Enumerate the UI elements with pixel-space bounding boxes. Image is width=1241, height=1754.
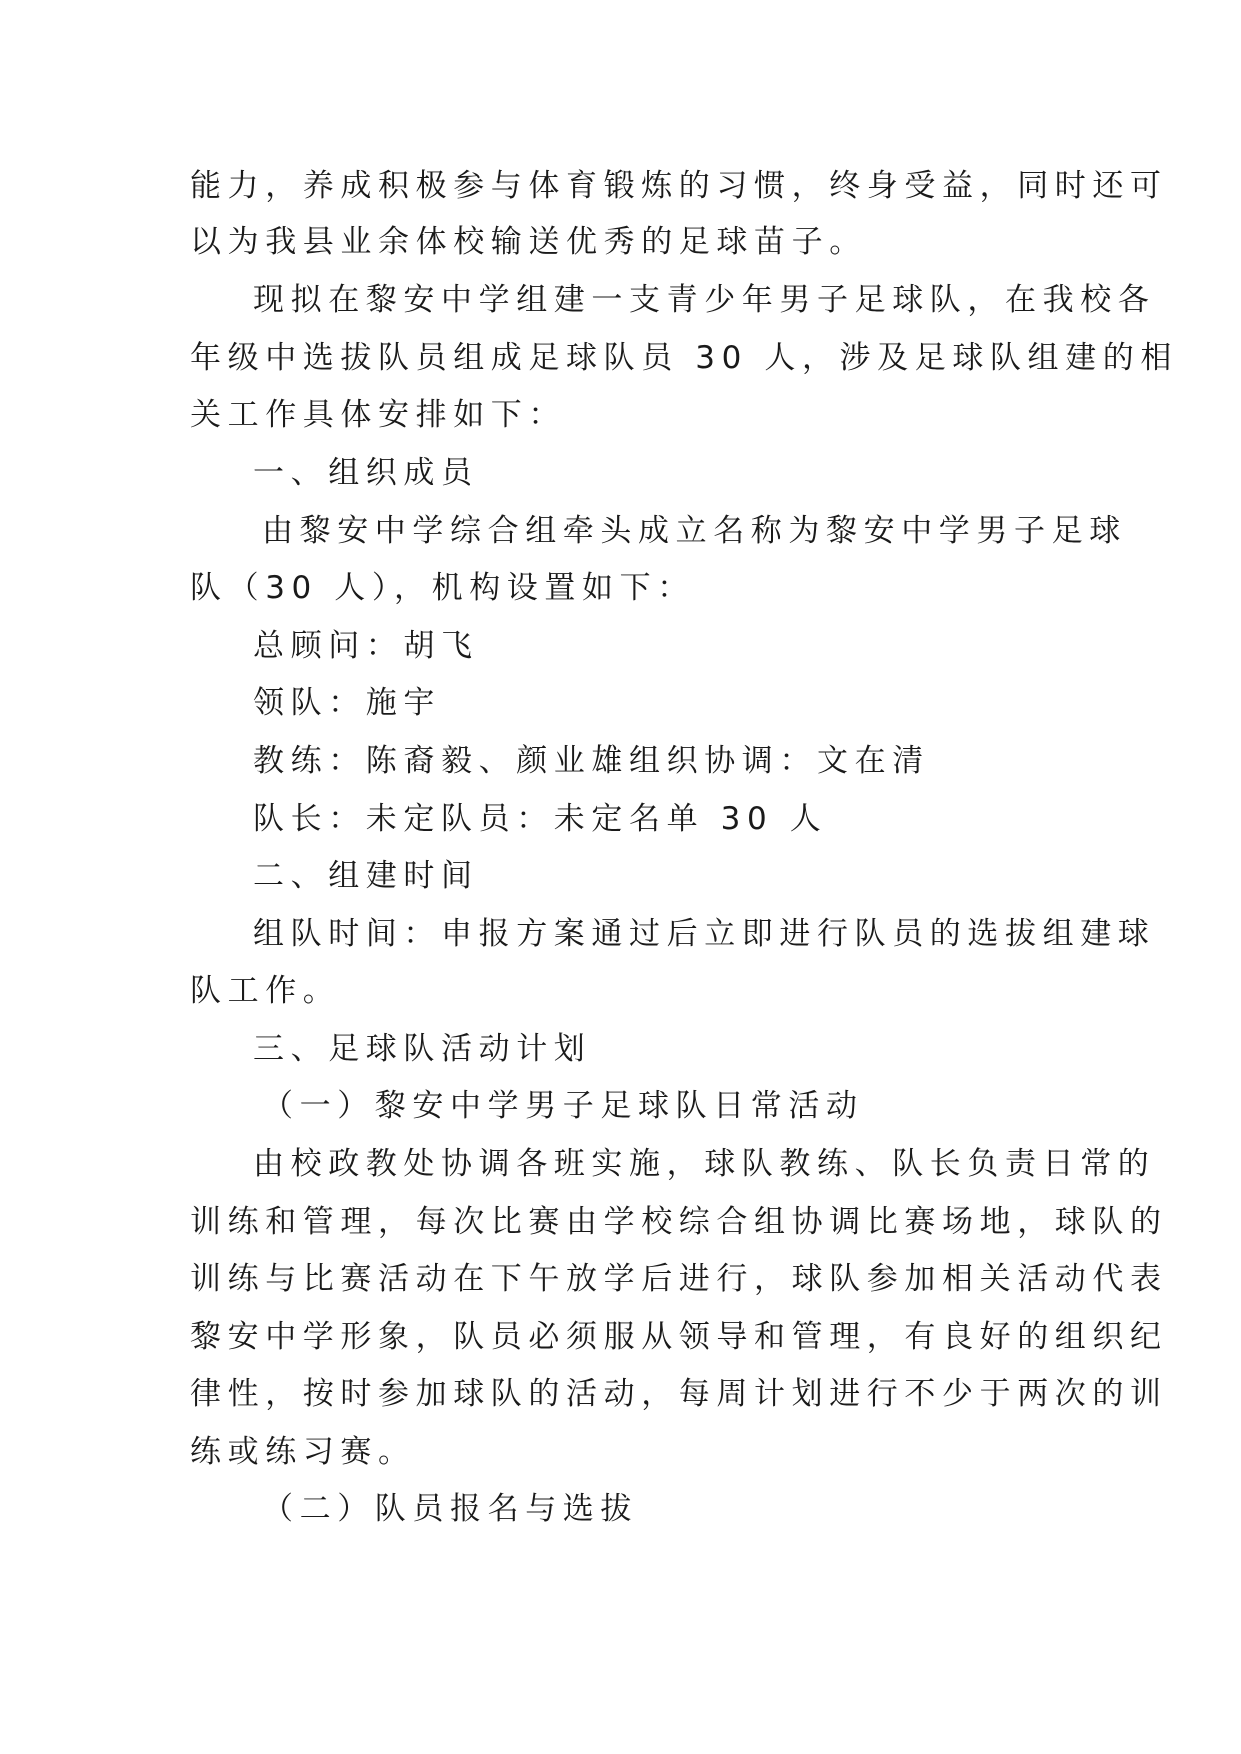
paragraph-line: 由校政教处协调各班实施，球队教练、队长负责日常的 [253, 1146, 1156, 1182]
paragraph-line: 队（30 人），机构设置如下： [190, 570, 695, 606]
role-line-leader: 领队：施宇 [253, 685, 441, 721]
paragraph-line: 训练和管理，每次比赛由学校综合组协调比赛场地，球队的 [190, 1204, 1168, 1240]
paragraph-line: 训练与比赛活动在下午放学后进行，球队参加相关活动代表 [190, 1261, 1168, 1297]
role-line-captain: 队长：未定队员：未定名单 30 人 [253, 801, 828, 837]
paragraph-line: 队工作。 [190, 973, 341, 1009]
paragraph-line: 由黎安中学综合组牵头成立名称为黎安中学男子足球 [262, 513, 1127, 549]
role-line-coach: 教练：陈裔毅、颜业雄组织协调：文在清 [253, 743, 930, 779]
paragraph-line: 年级中选拔队员组成足球队员 30 人，涉及足球队组建的相 [190, 340, 1178, 376]
paragraph-line: 黎安中学形象，队员必须服从领导和管理，有良好的组织纪 [190, 1319, 1168, 1355]
section-heading: 三、足球队活动计划 [253, 1031, 592, 1067]
subsection-heading: （二）队员报名与选拔 [262, 1491, 638, 1527]
section-heading: 一、组织成员 [253, 455, 479, 491]
paragraph-line: 组队时间：申报方案通过后立即进行队员的选拔组建球 [253, 916, 1156, 952]
paragraph-line: 现拟在黎安中学组建一支青少年男子足球队，在我校各 [253, 282, 1156, 318]
section-heading: 二、组建时间 [253, 858, 479, 894]
subsection-heading: （一）黎安中学男子足球队日常活动 [262, 1088, 864, 1124]
role-line-advisor: 总顾问：胡飞 [253, 628, 479, 664]
paragraph-line: 律性，按时参加球队的活动，每周计划进行不少于两次的训 [190, 1376, 1168, 1412]
paragraph-line: 关工作具体安排如下： [190, 397, 566, 433]
paragraph-line: 以为我县业余体校输送优秀的足球苗子。 [190, 224, 867, 260]
paragraph-line: 练或练习赛。 [190, 1434, 416, 1470]
paragraph-line: 能力，养成积极参与体育锻炼的习惯，终身受益，同时还可 [190, 168, 1168, 204]
